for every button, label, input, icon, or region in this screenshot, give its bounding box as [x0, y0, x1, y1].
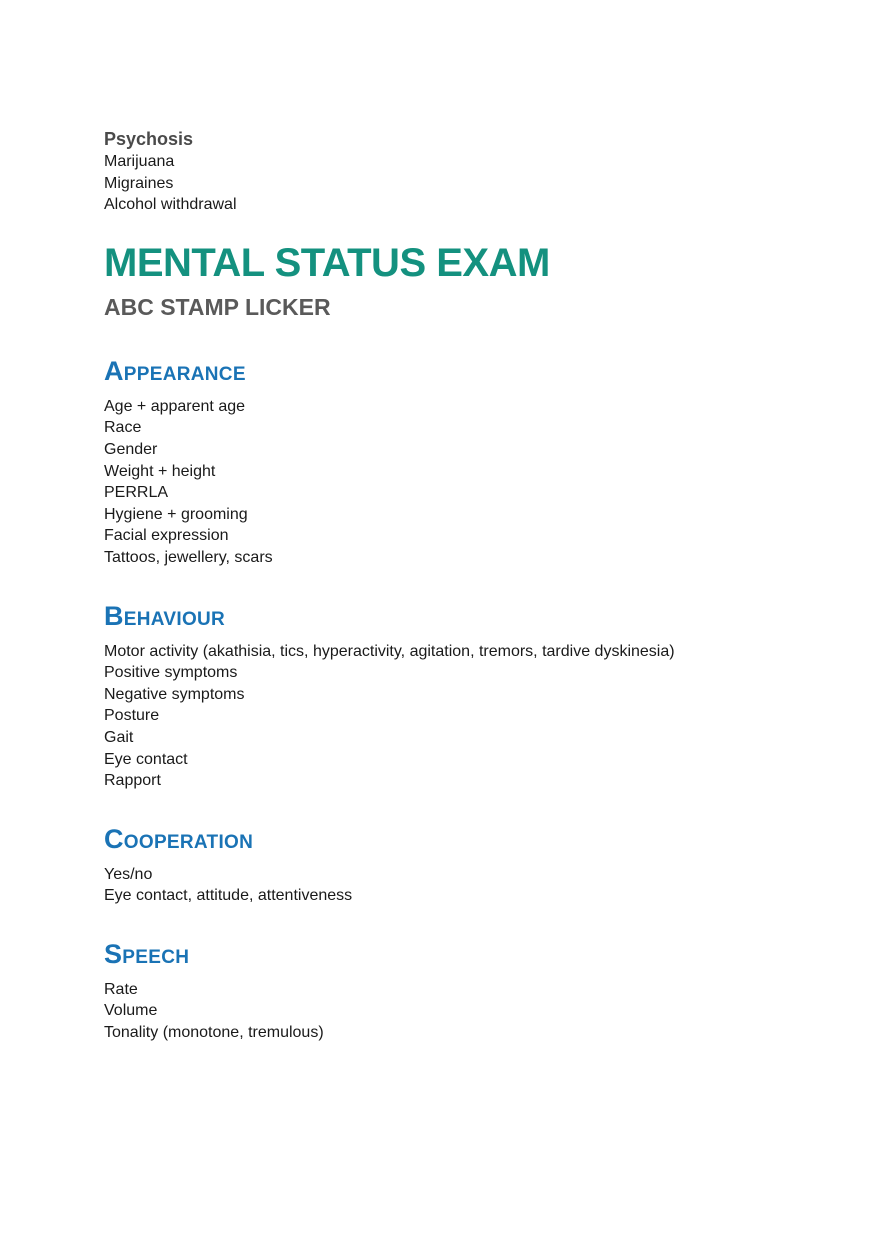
list-item: Volume: [104, 1002, 158, 1020]
list-item: Gender: [104, 440, 158, 458]
list-item: Weight + height: [104, 462, 216, 480]
list-item: Hygiene + grooming: [104, 505, 248, 523]
list-item: Yes/no: [104, 865, 153, 883]
section-heading: Behaviour: [104, 600, 226, 631]
list-item: Negative symptoms: [104, 685, 245, 703]
section-speech: [104, 937, 804, 1044]
section-heading: Cooperation: [104, 823, 254, 854]
list-item: Facial expression: [104, 527, 229, 545]
section-appearance: [104, 354, 804, 569]
list-item: Eye contact, attitude, attentiveness: [104, 887, 353, 905]
list-item: Rapport: [104, 772, 161, 790]
intro-item: Alcohol withdrawal: [104, 196, 237, 214]
section-behaviour: [104, 599, 804, 792]
list-item: Motor activity (akathisia, tics, hyperactivity, agitation, tremors, tardive dyskinesia): [104, 642, 675, 660]
list-item: Eye contact: [104, 750, 188, 768]
list-item: Tonality (monotone, tremulous): [104, 1024, 324, 1042]
document-page: [104, 127, 804, 1044]
intro-block: [104, 127, 804, 216]
intro-item: Marijuana: [104, 153, 175, 170]
intro-item: Migraines: [104, 174, 174, 192]
section-heading: Speech: [104, 938, 190, 969]
list-item: Rate: [104, 980, 138, 998]
section-cooperation: [104, 822, 804, 907]
page-title: MENTAL STATUS EXAM: [104, 240, 550, 285]
list-item: Posture: [104, 707, 160, 725]
list-item: Age + apparent age: [104, 397, 246, 415]
list-item: Tattoos, jewellery, scars: [104, 548, 273, 566]
list-item: PERRLA: [104, 484, 169, 502]
intro-heading: Psychosis: [104, 129, 194, 149]
section-heading: Appearance: [104, 355, 246, 386]
list-item: Gait: [104, 728, 134, 746]
list-item: Race: [104, 419, 142, 437]
list-item: Positive symptoms: [104, 664, 238, 682]
page-subtitle: ABC STAMP LICKER: [104, 293, 331, 320]
